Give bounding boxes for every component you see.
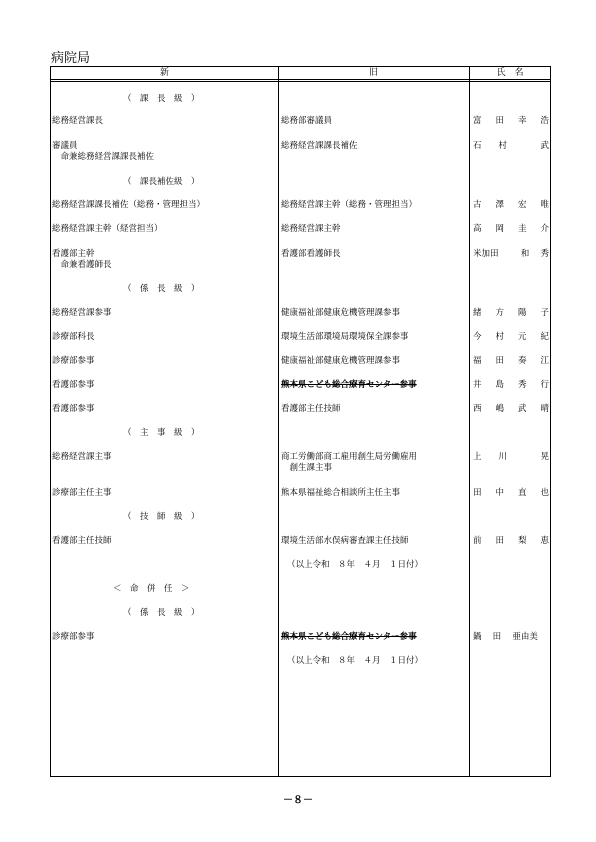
person-name: [473, 452, 549, 463]
old-position: 熊本県こども総合療育センター参事: [281, 380, 417, 390]
header-old: 旧: [368, 68, 378, 78]
old-position: 環境生活部環境局環境保全課参事: [281, 332, 409, 342]
new-position: 診療部科長: [52, 332, 95, 342]
new-position-concurrent: 命兼総務経営課課長補佐: [52, 152, 155, 162]
name-char: 福: [473, 356, 482, 366]
new-position: 診療部参事: [52, 356, 95, 366]
name-char: 紀: [540, 332, 549, 342]
name-char: 緒: [473, 308, 482, 318]
name-char: 唯: [540, 200, 549, 210]
person-name: [473, 404, 549, 415]
old-position: 熊本県こども総合療育センター参事: [281, 632, 417, 642]
name-char: 也: [540, 488, 549, 498]
name-char: 古: [473, 200, 482, 210]
grade-heading: ＜ 命 併 任 ＞: [113, 584, 190, 594]
name-char: 秀: [517, 380, 527, 390]
name-char: 村: [495, 332, 504, 342]
new-position: 診療部主任主事: [52, 488, 112, 498]
new-position: 診療部参事: [52, 632, 95, 642]
person-name: [473, 632, 549, 643]
name-char: 圭: [517, 224, 527, 234]
person-name: [473, 488, 549, 499]
header-name: 氏 名: [496, 68, 524, 78]
name-char: 高: [473, 224, 482, 234]
name-char: 石: [473, 141, 482, 151]
grade-heading: （ 課 長 級 ）: [123, 94, 200, 104]
name-char: 田: [495, 356, 504, 366]
new-position: 総務経営課参事: [52, 308, 112, 318]
name-char: 田: [495, 116, 504, 126]
old-position: 総務経営課課長補佐: [281, 141, 358, 151]
name-char: 幸: [517, 116, 527, 126]
name-char: 晃: [540, 452, 549, 462]
header-divider: [51, 81, 550, 82]
name-char: 直: [517, 488, 527, 498]
name-char: 村: [498, 141, 507, 151]
old-position: 総務部審議員: [281, 116, 333, 126]
name-char: 晴: [540, 404, 549, 414]
new-position: 審議員: [52, 141, 78, 151]
new-position: 看護部主幹: [52, 249, 95, 259]
name-char: 陽: [517, 308, 527, 318]
column-divider: [278, 67, 279, 776]
name-char: 川: [498, 452, 507, 462]
old-position: 商工労働部商工雇用創生局労働雇用: [281, 452, 418, 462]
effective-date-note: （以上令和 ８年 ４月 １日付）: [287, 560, 424, 570]
name-char: 西: [473, 404, 482, 414]
name-char: 米加田: [473, 249, 499, 259]
name-char: 武: [517, 404, 527, 414]
old-position: 健康福祉部健康危機管理課参事: [281, 308, 401, 318]
new-position: 総務経営課主事: [52, 452, 112, 462]
new-position: 看護部参事: [52, 404, 95, 414]
header-new: 新: [159, 68, 169, 78]
name-char: 澤: [495, 200, 504, 210]
name-char: 田: [473, 488, 482, 498]
name-char: 浩: [540, 116, 549, 126]
grade-heading: （ 係 長 級 ）: [123, 284, 200, 294]
grade-heading: （ 主 事 級 ）: [123, 428, 200, 438]
old-position: 看護部看護師長: [281, 249, 341, 259]
name-char: 梨: [517, 536, 527, 546]
name-char: 鍋: [473, 632, 482, 642]
name-char: 島: [495, 380, 504, 390]
new-position: 総務経営課長: [52, 116, 104, 126]
old-position: 環境生活部水俣病審査課主任技師: [281, 536, 409, 546]
name-char: 上: [473, 452, 482, 462]
name-char: 宏: [517, 200, 527, 210]
grade-heading: （ 課長補佐級 ）: [123, 177, 200, 187]
name-char: 江: [540, 356, 549, 366]
old-position-cont: 創生課主事: [281, 463, 333, 473]
personnel-table: [50, 66, 551, 777]
person-name: [473, 536, 549, 547]
effective-date-note: （以上令和 ８年 ４月 １日付）: [287, 656, 424, 666]
old-position: 熊本県福祉総合相談所主任主事: [281, 488, 401, 498]
name-char: 井: [473, 380, 482, 390]
person-name: [473, 224, 549, 235]
old-position: 健康福祉部健康危機管理課参事: [281, 356, 401, 366]
new-position: 看護部主任技師: [52, 536, 112, 546]
person-name: [473, 308, 549, 319]
name-char: 子: [540, 308, 549, 318]
grade-heading: （ 係 長 級 ）: [123, 608, 200, 618]
name-char: 行: [540, 380, 549, 390]
new-position-concurrent: 命兼看護師長: [52, 260, 112, 270]
name-char: 田: [495, 536, 504, 546]
person-name: [473, 332, 549, 343]
old-position: 看護部主任技師: [281, 404, 341, 414]
name-char: 奏: [517, 356, 527, 366]
name-char: 介: [540, 224, 549, 234]
name-char: 亜由美: [512, 632, 538, 642]
name-char: 和: [520, 249, 530, 259]
old-position: 総務経営課主幹: [281, 224, 341, 234]
name-char: 岡: [495, 224, 504, 234]
person-name: [473, 141, 549, 152]
person-name: [473, 116, 549, 127]
page-number: －８－: [283, 795, 313, 806]
name-char: 前: [473, 536, 482, 546]
name-char: 富: [473, 116, 482, 126]
name-char: 田: [492, 632, 502, 642]
header-divider: [51, 79, 550, 80]
person-name: [473, 200, 549, 211]
old-position: 総務経営課主幹（総務・管理担当）: [281, 200, 418, 210]
column-divider: [469, 67, 470, 776]
name-char: 秀: [540, 249, 549, 259]
name-char: 武: [540, 141, 549, 151]
name-char: 方: [495, 308, 504, 318]
page-title: 病院局: [51, 51, 91, 66]
name-char: 恵: [540, 536, 549, 546]
person-name: [473, 356, 549, 367]
grade-heading: （ 技 師 級 ）: [123, 512, 200, 522]
name-char: 元: [517, 332, 527, 342]
person-name: [473, 380, 549, 391]
new-position: 総務経営課課長補佐（総務・管理担当）: [52, 200, 206, 210]
new-position: 総務経営課主幹（経営担当）: [52, 224, 163, 234]
person-name: [473, 249, 549, 260]
name-char: 今: [473, 332, 482, 342]
name-char: 嶋: [495, 404, 504, 414]
new-position: 看護部参事: [52, 380, 95, 390]
name-char: 中: [495, 488, 504, 498]
